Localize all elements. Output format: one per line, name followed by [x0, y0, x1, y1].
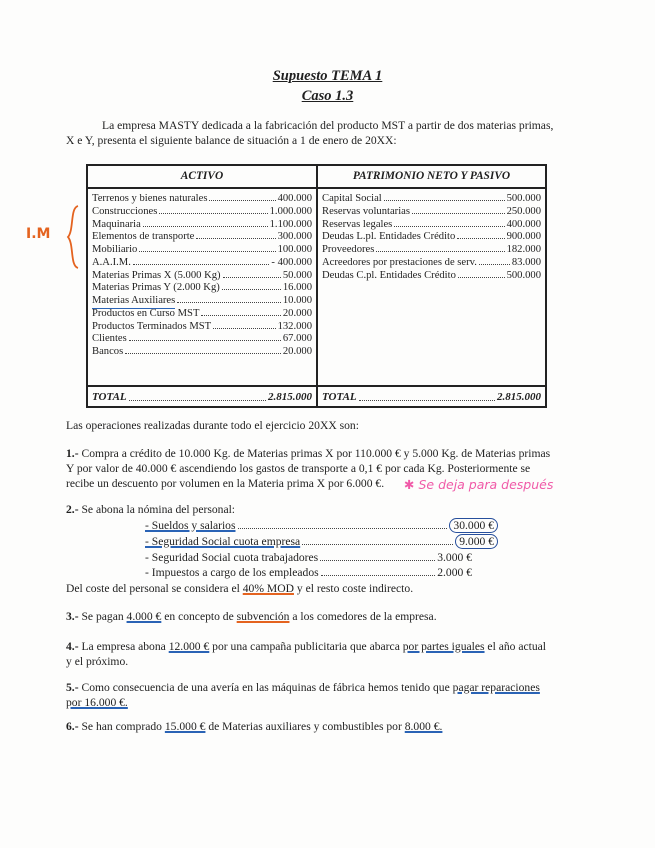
activo-row	[92, 295, 312, 308]
op5-number: 5.-	[66, 681, 79, 694]
activo-label: Bancos	[92, 346, 124, 357]
activo-row	[92, 333, 312, 346]
pasivo-row	[322, 257, 541, 270]
document-title: Supuesto TEMA 1	[272, 68, 383, 84]
op4-e: el año actual	[484, 640, 547, 653]
intro-line-2: X e Y, presenta el siguiente balance de situación a 1 de enero de 20XX:	[66, 134, 397, 147]
pasivo-row	[322, 219, 541, 232]
activo-total-label: TOTAL	[92, 390, 127, 403]
pasivo-total-row	[318, 385, 545, 406]
op2-footer	[66, 581, 413, 596]
op2-footer-a: Del coste del personal se considera el	[66, 582, 243, 595]
activo-row	[92, 270, 312, 283]
pasivo-total-value: 2.815.000	[497, 390, 541, 403]
pasivo-value: 83.000	[511, 256, 541, 268]
salary-item-4	[145, 566, 472, 579]
activo-row	[92, 193, 312, 206]
pasivo-value: 500.000	[506, 193, 541, 204]
salary-item-1-value: 30.000 €	[449, 518, 498, 533]
activo-label: Maquinaria	[92, 218, 141, 230]
activo-label: A.A.I.M.	[92, 256, 131, 268]
activo-row	[92, 206, 312, 219]
pasivo-rows	[322, 193, 541, 282]
intro-paragraph	[66, 118, 553, 148]
op1-line-2: Y por valor de 40.000 € ascendiendo los gastos de transporte a 0,1 € por cada Kg. Posteriormente se	[66, 462, 531, 475]
activo-label: Mobiliario	[92, 244, 138, 255]
salary-item-2-label: - Seguridad Social cuota empresa	[145, 535, 301, 548]
pasivo-total-label: TOTAL	[322, 390, 357, 403]
pasivo-value: 900.000	[506, 231, 541, 243]
salary-item-2-value: 9.000 €	[455, 534, 498, 549]
salary-item-3	[145, 551, 472, 564]
activo-value: 400.000	[277, 193, 312, 204]
op4-a: La empresa abona	[78, 640, 169, 653]
activo-total-value: 2.815.000	[268, 390, 312, 403]
op4-partes-iguales: por partes iguales	[402, 640, 485, 653]
activo-value: 132.000	[277, 320, 312, 332]
activo-label: Productos en Curso MST	[92, 307, 200, 319]
op2-footer-mod: 40% MOD	[242, 582, 294, 595]
op6-amount-2: 8.000 €.	[404, 720, 443, 733]
op5-amount: por 16.000 €.	[66, 696, 128, 709]
pasivo-label: Capital Social	[322, 193, 382, 204]
salary-item-3-label: - Seguridad Social cuota trabajadores	[145, 551, 319, 564]
activo-total-row	[88, 385, 316, 406]
activo-row	[92, 282, 312, 295]
salary-item-4-label: - Impuestos a cargo de los empleados	[145, 566, 319, 579]
activo-label: Productos Terminados MST	[92, 320, 212, 332]
activo-label: Materias Primas Y (2.000 Kg)	[92, 282, 220, 294]
activo-value: 300.000	[277, 231, 312, 243]
op4-amount: 12.000 €	[168, 640, 210, 653]
op6-amount-1: 15.000 €	[164, 720, 206, 733]
activo-row	[92, 346, 312, 359]
op3-amount: 4.000 €	[126, 610, 162, 623]
op3-e: a los comedores de la empresa.	[289, 610, 437, 623]
activo-value: - 400.000	[271, 256, 312, 268]
pasivo-row	[322, 270, 541, 283]
operation-2-heading	[66, 502, 235, 517]
pasivo-value: 250.000	[506, 205, 541, 217]
pasivo-value: 500.000	[506, 269, 541, 281]
pink-note-text: Se deja para después	[418, 477, 554, 492]
pasivo-row	[322, 193, 541, 206]
pasivo-header: PATRIMONIO NETO Y PASIVO	[318, 166, 545, 189]
pasivo-label: Deudas L.pl. Entidades Crédito	[322, 231, 456, 243]
op1-line-3: recibe un descuento por volumen en la Materia prima X por 6.000 €.	[66, 477, 385, 490]
pasivo-value: 400.000	[506, 218, 541, 230]
activo-value: 16.000	[282, 282, 312, 294]
activo-value: 1.000.000	[269, 205, 312, 217]
op4-c: por una campaña publicitaria que abarca	[209, 640, 403, 653]
op4-line-2: y el próximo.	[66, 655, 129, 668]
im-note: I.M	[26, 226, 51, 242]
orange-brace-icon	[64, 204, 82, 270]
op1-number: 1.-	[66, 447, 79, 460]
pasivo-label: Reservas legales	[322, 218, 393, 230]
pasivo-label: Proveedores	[322, 244, 375, 255]
operation-6	[66, 719, 442, 734]
activo-label: Terrenos y bienes naturales	[92, 193, 208, 204]
pasivo-row	[322, 244, 541, 257]
activo-value: 20.000	[282, 346, 312, 357]
pasivo-row	[322, 231, 541, 244]
op6-a: Se han comprado	[78, 720, 165, 733]
activo-row	[92, 219, 312, 232]
pasivo-row	[322, 206, 541, 219]
operation-4	[66, 639, 546, 669]
op2-number: 2.-	[66, 503, 79, 516]
activo-row	[92, 257, 312, 270]
activo-value: 1.100.000	[269, 218, 312, 230]
activo-label: Materias Primas X (5.000 Kg)	[92, 269, 221, 281]
salary-item-1-label: - Sueldos y salarios	[145, 519, 236, 532]
op5-reparaciones: pagar reparaciones	[452, 681, 540, 694]
pasivo-label: Deudas C.pl. Entidades Crédito	[322, 269, 456, 281]
op1-line-1: Compra a crédito de 10.000 Kg. de Materias primas X por 110.000 € y 5.000 Kg. de Materias primas	[78, 447, 551, 460]
operation-3	[66, 609, 437, 624]
salary-item-2	[145, 534, 498, 549]
operations-intro: Las operaciones realizadas durante todo el ejercicio 20XX son:	[66, 419, 359, 432]
pasivo-value: 182.000	[506, 244, 541, 255]
operation-5	[66, 680, 540, 710]
pasivo-label: Reservas voluntarias	[322, 205, 410, 217]
activo-row	[92, 244, 312, 257]
op3-subvencion: subvención	[236, 610, 290, 623]
pasivo-column	[318, 166, 545, 406]
balance-sheet-table	[86, 164, 547, 408]
activo-label: Construcciones	[92, 205, 158, 217]
document-subtitle: Caso 1.3	[301, 88, 354, 104]
op2-footer-c: y el resto coste indirecto.	[293, 582, 414, 595]
activo-value: 20.000	[282, 307, 312, 319]
op3-number: 3.-	[66, 610, 79, 623]
activo-value: 67.000	[282, 333, 312, 345]
op2-text: Se abona la nómina del personal:	[78, 503, 236, 516]
activo-value: 50.000	[282, 269, 312, 281]
activo-label: Materias Auxiliares	[92, 295, 175, 309]
activo-row	[92, 308, 312, 321]
salary-item-3-value: 3.000 €	[437, 551, 472, 564]
intro-line-1: La empresa MASTY dedicada a la fabricación del producto MST a partir de dos materias primas,	[102, 119, 554, 132]
op5-a: Como consecuencia de una avería en las máquinas de fábrica hemos tenido que	[78, 681, 453, 694]
activo-rows	[92, 193, 312, 359]
pink-note: ✱ Se deja para después	[404, 477, 554, 492]
op3-a: Se pagan	[78, 610, 127, 623]
op6-c: de Materias auxiliares y combustibles por	[205, 720, 405, 733]
activo-label: Elementos de transporte	[92, 231, 195, 243]
activo-label: Clientes	[92, 333, 127, 345]
activo-column	[88, 166, 318, 406]
pasivo-label: Acreedores por prestaciones de serv.	[322, 256, 477, 268]
activo-row	[92, 321, 312, 334]
salary-item-4-value: 2.000 €	[437, 566, 472, 579]
op4-number: 4.-	[66, 640, 79, 653]
op6-number: 6.-	[66, 720, 79, 733]
op3-c: en concepto de	[161, 610, 237, 623]
activo-value: 10.000	[282, 295, 312, 306]
activo-header: ACTIVO	[88, 166, 316, 189]
activo-value: 100.000	[277, 244, 312, 255]
salary-item-1	[145, 518, 498, 533]
activo-row	[92, 231, 312, 244]
